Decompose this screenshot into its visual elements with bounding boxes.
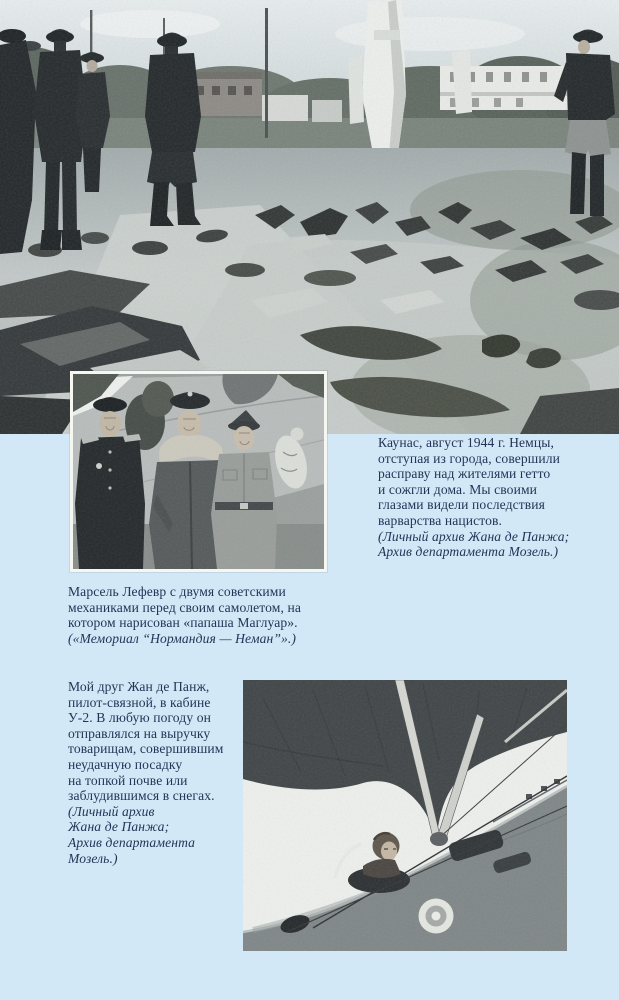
top-photo bbox=[0, 0, 619, 434]
caption-credit-line: Жана де Панжа; bbox=[68, 819, 170, 835]
caption-line: варварства нацистов. bbox=[378, 512, 503, 528]
caption-lefevre bbox=[68, 584, 328, 646]
caption-kaunas bbox=[378, 435, 598, 560]
caption-credit-line: (Личный архив bbox=[68, 803, 155, 819]
top-photo-image bbox=[0, 0, 619, 434]
caption-credit-line: («Мемориал “Нормандия — Неман”».) bbox=[68, 630, 297, 646]
caption-line: и сожгли дома. Мы своими bbox=[378, 481, 538, 497]
caption-line: глазами видели последствия bbox=[378, 497, 545, 513]
caption-line: Мой друг Жан де Панж, bbox=[68, 679, 210, 694]
caption-credit-line: Архив департамента Мозель.) bbox=[378, 544, 559, 560]
film-grain bbox=[0, 0, 619, 434]
caption-line: на топкой почве или bbox=[68, 772, 188, 788]
middle-photo-frame bbox=[70, 371, 327, 572]
caption-credit-line: Архив департамента bbox=[68, 834, 196, 850]
caption-line: Каунас, август 1944 г. Немцы, bbox=[378, 435, 554, 450]
film-grain bbox=[243, 680, 567, 951]
caption-line: отступая из города, совершили bbox=[378, 450, 561, 466]
caption-credit-line: (Личный архив Жана де Панжа; bbox=[378, 528, 570, 544]
caption-line: заблудившимся в снегах. bbox=[68, 788, 215, 804]
bottom-photo-image bbox=[243, 680, 567, 951]
film-grain bbox=[73, 374, 324, 569]
caption-line: механиками перед своим самолетом, на bbox=[68, 599, 301, 615]
bottom-photo bbox=[243, 680, 567, 951]
caption-line: пилот-связной, в кабине bbox=[68, 694, 211, 710]
caption-line: отправлялся на выручку bbox=[68, 725, 211, 741]
caption-line: товарищам, совершившим bbox=[68, 741, 224, 757]
caption-pange bbox=[68, 679, 258, 866]
middle-photo-image bbox=[73, 374, 324, 569]
caption-line: неудачную посадку bbox=[68, 756, 183, 772]
caption-line: котором нарисован «папаша Маглуар». bbox=[68, 615, 298, 631]
caption-line: У-2. В любую погоду он bbox=[68, 710, 211, 726]
caption-line: Марсель Лефевр с двумя советскими bbox=[68, 584, 286, 599]
caption-line: расправу над жителями гетто bbox=[378, 466, 551, 482]
caption-credit-line: Мозель.) bbox=[68, 850, 118, 866]
